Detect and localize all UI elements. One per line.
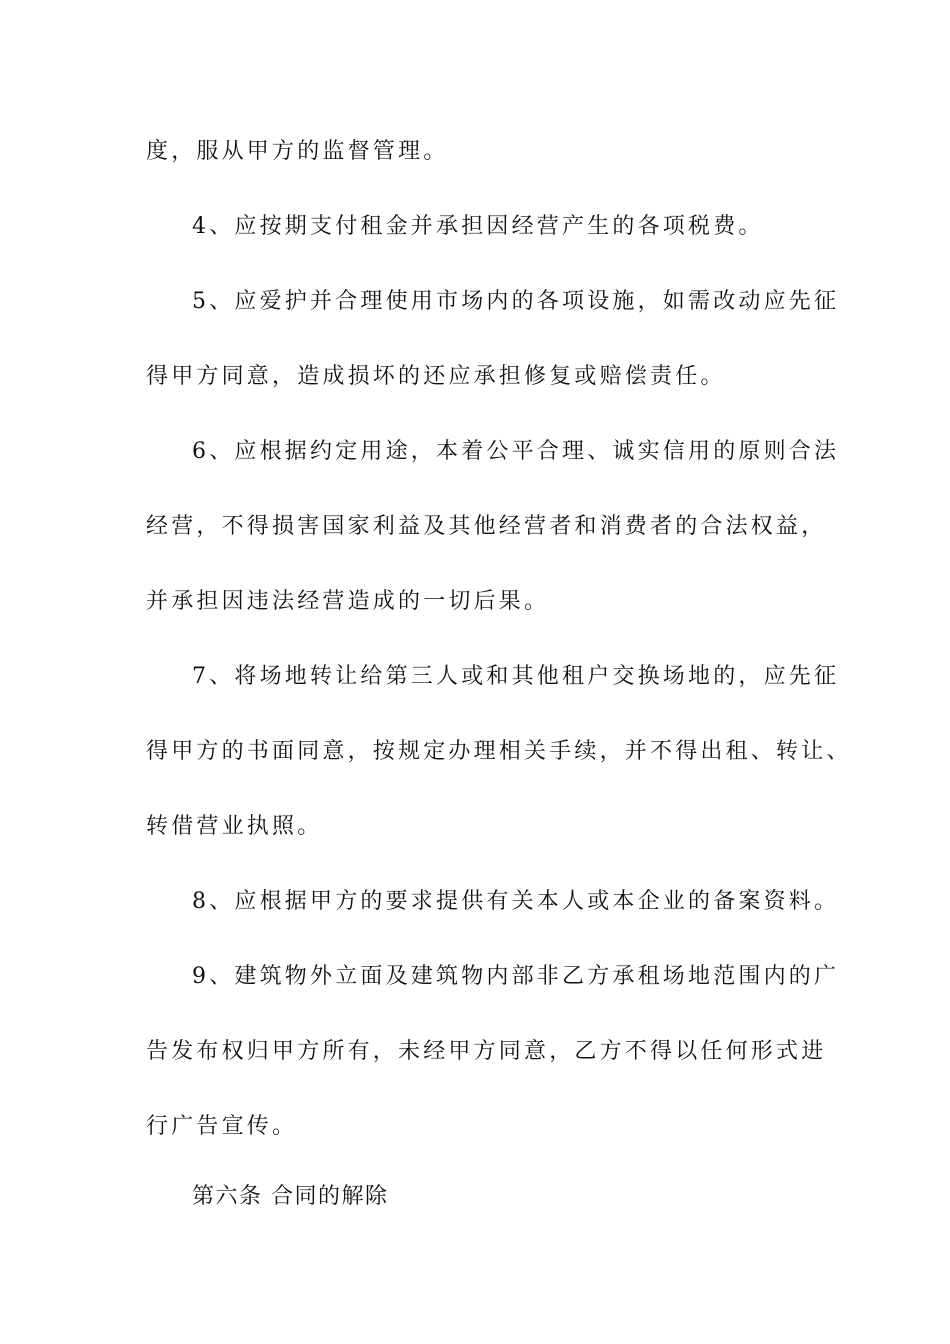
clause-7-line-3: 转借营业执照。 (146, 814, 323, 839)
section-heading: 第六条 合同的解除 (192, 1184, 389, 1209)
clause-7-line-2: 得甲方的书面同意，按规定办理相关手续，并不得出租、转让、 (146, 739, 852, 764)
text-line-1: 度，服从甲方的监督管理。 (146, 139, 449, 164)
clause-8: 8、应根据甲方的要求提供有关本人或本企业的备案资料。 (192, 889, 840, 914)
clause-9-line-1: 9、建筑物外立面及建筑物内部非乙方承租场地范围内的广 (192, 964, 840, 989)
clause-6-line-3: 并承担因违法经营造成的一切后果。 (146, 589, 550, 614)
clause-6-line-2: 经营，不得损害国家利益及其他经营者和消费者的合法权益， (146, 514, 827, 539)
clause-9-line-3: 行广告宣传。 (146, 1114, 298, 1139)
clause-6-line-1: 6、应根据约定用途，本着公平合理、诚实信用的原则合法 (192, 439, 840, 464)
clause-4: 4、应按期支付租金并承担因经营产生的各项税费。 (192, 214, 764, 239)
clause-5-line-1: 5、应爱护并合理使用市场内的各项设施，如需改动应先征 (192, 289, 840, 314)
clause-7-line-1: 7、将场地转让给第三人或和其他租户交换场地的，应先征 (192, 664, 840, 689)
clause-9-line-2: 告发布权归甲方所有，未经甲方同意，乙方不得以任何形式进 (146, 1039, 827, 1064)
clause-5-line-2: 得甲方同意，造成损坏的还应承担修复或赔偿责任。 (146, 364, 726, 389)
